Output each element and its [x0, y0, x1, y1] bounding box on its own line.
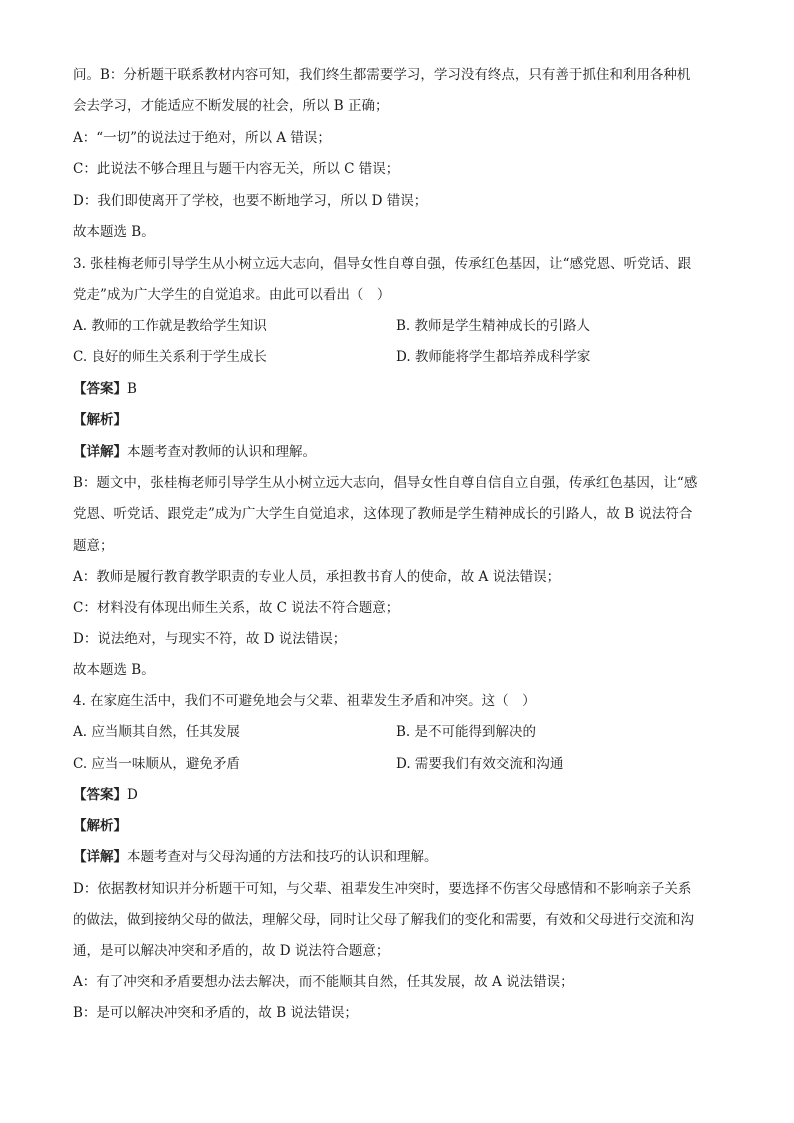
option-b: B. 是不可能得到解决的 [396, 724, 537, 740]
question-4-options-row [73, 722, 723, 742]
text-line: A：教师是履行教育教学职责的专业人员，承担教书育人的使命，故 A 说法错误； [73, 569, 561, 585]
question-3-options-row [73, 347, 723, 367]
answer-line [73, 379, 723, 399]
text-line: B：是可以解决冲突和矛盾的，故 B 说法错误； [73, 1005, 358, 1021]
answer-line [73, 785, 723, 805]
text-line: D：依据教材知识并分析题干可知，与父辈、祖辈发生冲突时，要选择不伤害父母感情和不影响亲子关系 [73, 881, 692, 897]
answer-value: B [127, 381, 137, 397]
answer-label: 【答案】 [73, 381, 127, 397]
text-line: C：此说法不够合理且与题干内容无关，所以 C 错误； [73, 161, 400, 177]
option-a: A. 教师的工作就是教给学生知识 [73, 318, 267, 334]
analysis-line [73, 816, 723, 836]
text-line: 故本题选 B。 [73, 224, 155, 240]
text-line: 问。B：分析题干联系教材内容可知，我们终生都需要学习，学习没有终点，只有善于抓住和利用各种机 [73, 67, 691, 83]
text-line: 的做法，做到接纳父母的做法，理解父母，同时让父母了解我们的变化和需要，有效和父母进行交流和沟 [73, 912, 694, 928]
detail-line [73, 442, 723, 462]
text-line: B：题文中，张桂梅老师引导学生从小树立远大志向，倡导女性自尊自信自立自强，传承红色基因，让“感 [73, 475, 698, 491]
option-d: D. 教师能将学生都培养成科学家 [396, 349, 591, 365]
text-line: 题意； [73, 538, 114, 554]
question-3-stem: 3. 张桂梅老师引导学生从小树立远大志向，倡导女性自尊自强，传承红色基因，让“感党恩、听党话、跟 [73, 256, 692, 272]
detail-label: 【详解】 [73, 849, 127, 865]
question-4-options-row [73, 754, 723, 774]
text-line: 党恩、听党话、跟党走”成为广大学生自觉追求，这体现了教师是学生精神成长的引路人，故 B 说法符合 [73, 506, 693, 522]
detail-label: 【详解】 [73, 444, 127, 460]
answer-label: 【答案】 [73, 787, 127, 803]
text-line: A：有了冲突和矛盾要想办法去解决，而不能顺其自然，任其发展，故 A 说法错误； [73, 974, 574, 990]
text-line: D：说法绝对，与现实不符，故 D 说法错误； [73, 631, 347, 647]
text-line: C：材料没有体现出师生关系，故 C 说法不符合题意； [73, 600, 400, 616]
question-3-options-row [73, 316, 723, 336]
text-line: 通，是可以解决冲突和矛盾的，故 D 说法符合题意； [73, 943, 390, 959]
text-line: A：“一切”的说法过于绝对，所以 A 错误； [73, 130, 331, 146]
detail-line [73, 847, 723, 867]
text-line: 故本题选 B。 [73, 662, 155, 678]
option-b: B. 教师是学生精神成长的引路人 [396, 318, 591, 334]
analysis-line [73, 410, 723, 430]
option-c: C. 良好的师生关系利于学生成长 [73, 349, 267, 365]
detail-text: 本题考查对教师的认识和理解。 [127, 444, 316, 460]
text-line: D：我们即使离开了学校，也要不断地学习，所以 D 错误； [73, 193, 428, 209]
analysis-label: 【解析】 [73, 412, 127, 428]
analysis-label: 【解析】 [73, 818, 127, 834]
text-line: 会去学习，才能适应不断发展的社会，所以 B 正确； [73, 98, 389, 114]
option-d: D. 需要我们有效交流和沟通 [396, 756, 564, 772]
question-4-stem: 4. 在家庭生活中，我们不可避免地会与父辈、祖辈发生矛盾和冲突。这（ ） [73, 693, 536, 709]
answer-value: D [127, 787, 138, 803]
detail-text: 本题考查对与父母沟通的方法和技巧的认识和理解。 [127, 849, 438, 865]
option-c: C. 应当一味顺从，避免矛盾 [73, 756, 240, 772]
question-3-stem: 党走”成为广大学生的自觉追求。由此可以看出（ ） [73, 287, 391, 303]
option-a: A. 应当顺其自然，任其发展 [73, 724, 240, 740]
